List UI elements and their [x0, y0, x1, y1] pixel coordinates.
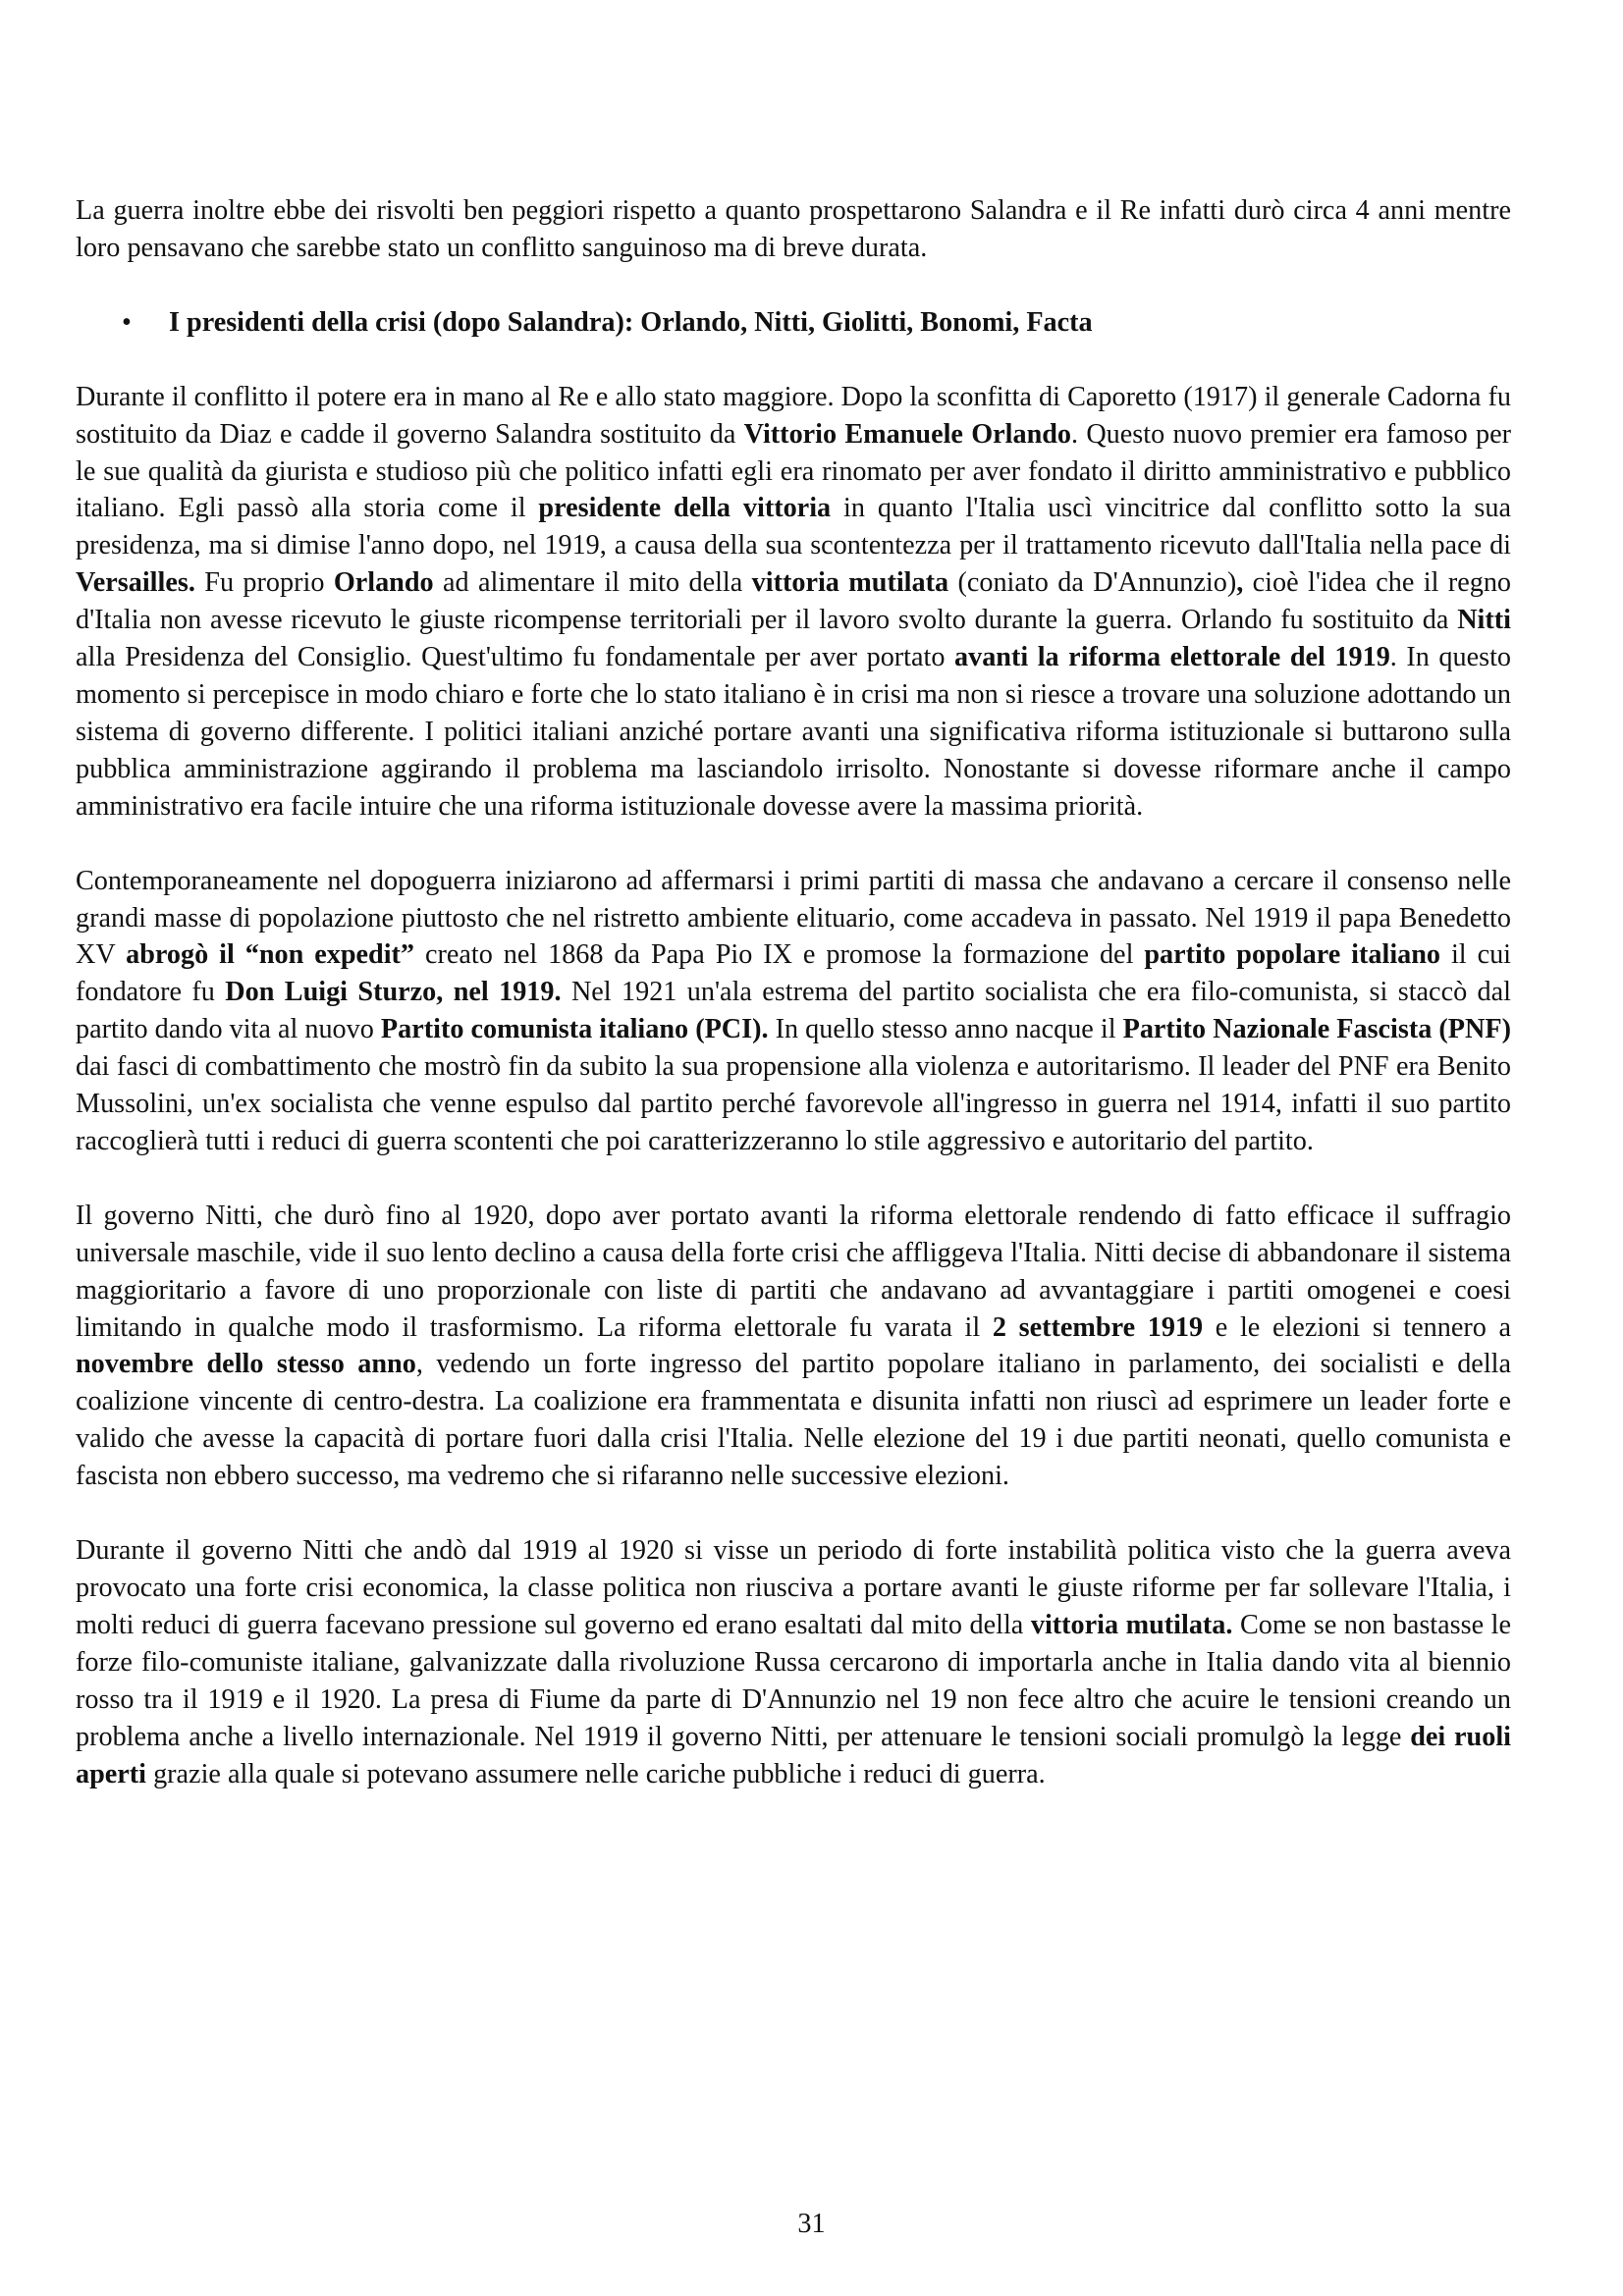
bold-text-segment: Don Luigi Sturzo, nel 1919.	[225, 977, 562, 1008]
text-segment: Durante il conflitto il potere era in mano al Re e allo stato maggiore. Dopo la sconfitta di Caporetto (1917) il generale Cadorna fu sostituito da Diaz e cadde il governo Salandra sostituito da	[76, 381, 1511, 450]
bold-text-segment: presidente della vittoria	[538, 493, 832, 524]
bold-text-segment: vittoria mutilata	[751, 567, 949, 599]
bold-text-segment: Nitti	[1457, 605, 1511, 636]
section-heading: I presidenti della crisi (dopo Salandra): Orlando, Nitti, Giolitti, Bonomi, Facta	[169, 306, 1093, 338]
bold-text-segment: partito popolare italiano	[1144, 939, 1441, 971]
paragraph-nitti-government	[76, 1198, 1511, 1495]
text-segment: dai fasci di combattimento che mostrò fin da subito la sua propensione alla violenza e autoritarismo. Il leader del PNF era Benito Mussolini, un'ex socialista che venne espulso dal partito perché favorevole all'ingresso in guerra nel 1914, infatti il suo partito raccoglierà tutti i reduci di guerra scontenti che poi caratterizzeranno lo stile aggressivo e autoritario del partito.	[76, 1051, 1511, 1156]
bold-text-segment: Partito comunista italiano (PCI).	[380, 1014, 769, 1045]
bold-text-segment: avanti la riforma elettorale del 1919	[954, 642, 1390, 673]
bold-text-segment: 2 settembre 1919	[992, 1311, 1204, 1343]
bold-text-segment: Versailles.	[76, 567, 195, 599]
text-segment: il cui fondatore fu	[76, 939, 1512, 1008]
text-segment: cioè l'idea che il regno d'Italia non avesse ricevuto le giuste ricompense territoriali per il lavoro svolto durante la guerra. Orlando fu sostituito da	[76, 567, 1512, 636]
bold-text-segment: vittoria mutilata.	[1030, 1609, 1233, 1640]
text-segment: Nel 1921 un'ala estrema del partito socialista che era filo-comunista, si staccò dal partito dando vita al nuovo	[76, 977, 1511, 1045]
text-segment: ad alimentare il mito della	[433, 567, 752, 599]
bold-text-segment: novembre dello stesso anno	[76, 1349, 416, 1380]
text-segment: grazie alla quale si potevano assumere nelle cariche pubbliche i reduci di guerra.	[146, 1758, 1046, 1789]
text-segment: Contemporaneamente nel dopoguerra iniziarono ad affermarsi i primi partiti di massa che andavano a cercare il consenso nelle grandi masse di popolazione piuttosto che nel ristretto ambiente elituario, come accadeva in passato. Nel 1919 il papa Benedetto XV	[76, 865, 1511, 971]
page-number: 31	[797, 2209, 826, 2239]
bold-text-segment: abrogò il “non expedit”	[126, 939, 415, 971]
text-segment: . In questo momento si percepisce in modo chiaro e forte che lo stato italiano è in crisi ma non si riesce a trovare una soluzione adottando un sistema di governo differente. I politici italiani anziché portare avanti una significativa riforma istituzionale si buttarono sulla pubblica amministrazione aggirando il problema ma lasciandolo irrisolto. Nonostante si dovesse riformare anche il campo amministrativo era facile intuire che una riforma istituzionale dovesse avere la massima priorità.	[76, 642, 1512, 822]
text-segment: La guerra inoltre ebbe dei risvolti ben peggiori rispetto a quanto prospettarono Salandra e il Re infatti durò circa 4 anni mentre loro pensavano che sarebbe stato un conflitto sanguinoso ma di breve durata.	[76, 195, 1511, 263]
text-segment: e le elezioni si tennero a	[1203, 1311, 1512, 1343]
text-segment: Durante il governo Nitti che andò dal 1919 al 1920 si visse un periodo di forte instabilità politica visto che la guerra aveva provocato una forte crisi economica, la classe politica non riusciva a portare avanti le giuste riforme per far sollevare l'Italia, i molti reduci di guerra facevano pressione sul governo ed erano esaltati dal mito della	[76, 1535, 1511, 1640]
paragraph-instability	[76, 1532, 1511, 1792]
bold-text-segment: Orlando	[333, 567, 434, 599]
paragraph-mass-parties	[76, 863, 1511, 1160]
text-segment: in quanto l'Italia uscì vincitrice dal conflitto sotto la sua presidenza, ma si dimise l'anno dopo, nel 1919, a causa della sua scontentezza per il trattamento ricevuto dall'Italia nella pace di	[76, 493, 1511, 561]
bold-text-segment: ,	[1236, 567, 1244, 599]
bullet-icon: •	[122, 306, 132, 338]
bold-text-segment: dei ruoli aperti	[76, 1721, 1511, 1789]
text-segment: (coniato da D'Annunzio)	[948, 567, 1237, 599]
text-segment: , vedendo un forte ingresso del partito popolare italiano in parlamento, dei socialisti e della coalizione vincente di centro-destra. La coalizione era frammentata e disunita infatti non riuscì ad esprimere un leader forte e valido che avesse la capacità di portare fuori dalla crisi l'Italia. Nelle elezione del 19 i due partiti neonati, quello comunista e fascista non ebbero successo, ma vedremo che si rifaranno nelle successive elezioni.	[76, 1349, 1511, 1492]
paragraph-intro	[76, 192, 1511, 267]
text-segment: Come se non bastasse le forze filo-comuniste italiane, galvanizzate dalla rivoluzione Russa cercarono di importarla anche in Italia dando vita al biennio rosso tra il 1919 e il 1920. La presa di Fiume da parte di D'Annunzio nel 19 non fece altro che acuire le tensioni creando un problema anche a livello internazionale. Nel 1919 il governo Nitti, per attenuare le tensioni sociali promulgò la legge	[76, 1609, 1511, 1752]
text-segment: In quello stesso anno nacque il	[768, 1014, 1123, 1045]
text-segment: alla Presidenza del Consiglio. Quest'ultimo fu fondamentale per aver portato	[76, 642, 954, 673]
text-segment: Il governo Nitti, che durò fino al 1920, dopo aver portato avanti la riforma elettorale rendendo di fatto efficace il suffragio universale maschile, vide il suo lento declino a causa della forte crisi che affliggeva l'Italia. Nitti decise di abbandonare il sistema maggioritario a favore di uno proporzionale con liste di partiti che andavano ad avvantaggiare i partiti omogenei e coesi limitando in qualche modo il trasformismo. La riforma elettorale fu varata il	[76, 1200, 1511, 1343]
document-page	[76, 192, 1511, 1792]
bold-text-segment: Vittorio Emanuele Orlando	[743, 418, 1072, 450]
paragraph-orlando	[76, 379, 1511, 826]
text-segment: creato nel 1868 da Papa Pio IX e promose la formazione del	[414, 939, 1145, 971]
text-segment: . Questo nuovo premier era famoso per le sue qualità da giurista e studioso più che politico infatti egli era rinomato per aver fondato il diritto amministrativo e pubblico italiano. Egli passò alla storia come il	[76, 418, 1511, 524]
bold-text-segment: Partito Nazionale Fascista (PNF)	[1122, 1014, 1511, 1045]
section-heading-bullet	[76, 304, 1511, 342]
text-segment: Fu proprio	[194, 567, 334, 599]
